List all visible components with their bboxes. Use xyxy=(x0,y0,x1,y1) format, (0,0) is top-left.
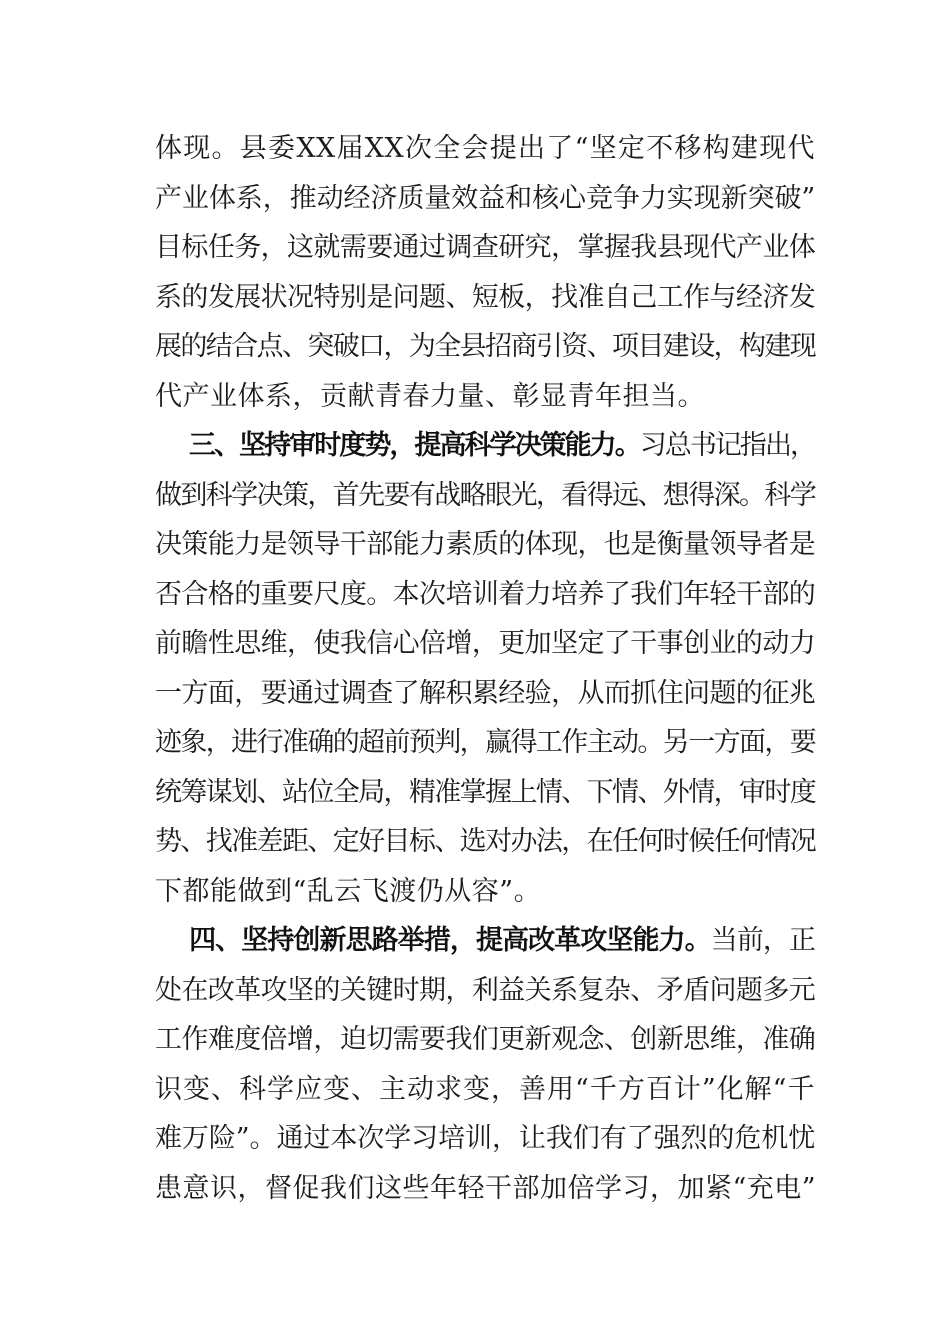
text-line: 迹象，进行准确的超前预判，赢得工作主动。另一方面，要 xyxy=(155,727,815,758)
text-line: 体现。县委XX届XX次全会提出了“坚定不移构建现代 xyxy=(155,133,815,164)
paragraph-1 xyxy=(155,124,815,421)
text-line: 一方面，要通过调查了解积累经验，从而抓住问题的征兆 xyxy=(155,677,815,709)
text-run: 当前，正 xyxy=(710,925,815,956)
heading-line xyxy=(155,916,815,966)
text-line: 难万险”。通过本次学习培训，让我们有了强烈的危机忧 xyxy=(155,1123,815,1154)
text-line: 统筹谋划、站位全局，精准掌握上情、下情、外情，审时度 xyxy=(155,776,815,808)
section-heading-3: 三、坚持审时度势，提高科学决策能力。 xyxy=(189,430,640,461)
heading-line xyxy=(155,421,815,471)
text-line: 处在改革攻坚的关键时期，利益关系复杂、矛盾问题多元 xyxy=(155,974,815,1006)
text-line: 展的结合点、突破口，为全县招商引资、项目建设，构建现 xyxy=(155,331,815,362)
text-line: 工作难度倍增，迫切需要我们更新观念、创新思维，准确 xyxy=(155,1024,815,1055)
text-line: 前瞻性思维，使我信心倍增，更加坚定了干事创业的动力 xyxy=(155,628,815,659)
text-line: 患意识，督促我们这些年轻干部加倍学习，加紧“充电” xyxy=(155,1172,817,1204)
text-line: 系的发展状况特别是问题、短板，找准自己工作与经济发 xyxy=(155,281,815,313)
section-heading-4: 四、坚持创新思路举措，提高改革攻坚能力。 xyxy=(189,925,711,956)
text-run: 习总书记指出， xyxy=(639,430,816,461)
text-line: 目标任务，这就需要通过调查研究，掌握我县现代产业体 xyxy=(155,232,815,263)
paragraph-3 xyxy=(155,916,815,1213)
text-line: 势、找准差距、定好目标、选对办法，在任何时候任何情况 xyxy=(155,826,815,857)
text-line: 决策能力是领导干部能力素质的体现，也是衡量领导者是 xyxy=(155,529,815,560)
text-line: 代产业体系，贡献青春力量、彰显青年担当。 xyxy=(155,380,705,412)
text-line: 产业体系，推动经济质量效益和核心竞争力实现新突破” xyxy=(155,182,815,214)
text-line: 做到科学决策，首先要有战略眼光，看得远、想得深。科学 xyxy=(155,479,815,511)
text-line: 下都能做到“乱云飞渡仍从容”。 xyxy=(155,875,542,907)
text-line: 识变、科学应变、主动求变，善用“千方百计”化解“千 xyxy=(155,1073,815,1105)
paragraph-2 xyxy=(155,421,815,916)
text-line: 否合格的重要尺度。本次培训着力培养了我们年轻干部的 xyxy=(155,578,815,610)
document-body xyxy=(155,124,815,1213)
